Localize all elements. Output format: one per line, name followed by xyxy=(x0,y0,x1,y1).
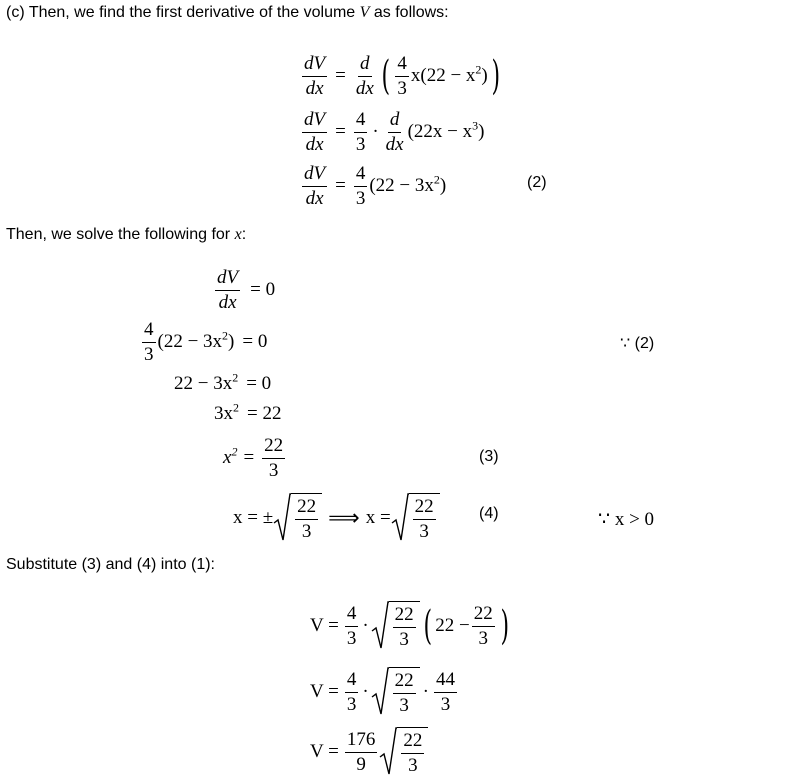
dv-dx-fraction: $\frac{dV}{dx}$ xyxy=(217,266,239,313)
reason-x-positive: ∵ x > 0 xyxy=(598,509,655,530)
left-paren: ( xyxy=(423,603,432,649)
right-paren: ) xyxy=(491,53,500,99)
four-thirds: $\frac{4}{3}$ xyxy=(346,602,357,649)
volume-variable: V xyxy=(359,4,370,21)
radical-sign-icon xyxy=(391,493,409,543)
expression: $(22 - 3x^2)$ xyxy=(157,328,235,352)
substitute-line-3 xyxy=(310,724,428,780)
equals-sign: = xyxy=(335,121,346,142)
lhs-fraction: $\frac{dV}{dx}$ xyxy=(304,52,326,99)
rhs: = 0 xyxy=(242,331,268,352)
part-c-intro xyxy=(6,4,449,22)
radical-sign-icon xyxy=(371,667,389,717)
lhs: V = xyxy=(310,741,339,762)
expression: $22 - 3x^2$ xyxy=(174,370,239,394)
left-paren: ( xyxy=(381,53,390,99)
expression: $x^2$ xyxy=(223,444,238,468)
twentytwo-thirds: $\frac{22}{3}$ xyxy=(473,602,493,649)
radical-sign-icon xyxy=(371,601,389,651)
expression: $(22 - 3x^2)$ xyxy=(369,172,447,196)
intro-suffix: as follows: xyxy=(373,4,449,21)
radical-sign-icon xyxy=(379,727,397,777)
twentytwo-thirds: $\frac{22}{3}$ xyxy=(264,434,284,481)
rhs: = 22 xyxy=(247,403,282,424)
lhs-fraction: $\frac{dV}{dx}$ xyxy=(304,108,326,155)
substitute-intro: Substitute (3) and (4) into (1): xyxy=(6,556,215,573)
derivative-step-2 xyxy=(300,104,484,160)
equation-tag-2: (2) xyxy=(527,174,547,191)
equation-tag-4: (4) xyxy=(479,505,499,522)
intro-text: Then, we find the first derivative of the volume xyxy=(28,4,356,21)
part-label: (c) xyxy=(6,4,25,21)
paren-expression: 22 − xyxy=(435,615,470,636)
rhs: = 0 xyxy=(246,373,272,394)
implies-arrow-icon: ⟹ xyxy=(328,505,360,530)
dot-operator: · xyxy=(372,121,379,142)
rhs: = 0 xyxy=(250,279,276,300)
sqrt-22-over-3: $\frac{22}{3}$ xyxy=(371,667,420,717)
solve-intro: Then, we solve the following for x: xyxy=(6,226,247,243)
solve-line-6 xyxy=(233,488,440,548)
x-variable: x xyxy=(234,226,242,243)
sqrt-22-over-3: $\frac{22}{3}$ xyxy=(371,601,420,651)
reason-because-2: ∵ (2) xyxy=(620,335,655,352)
four-thirds: $\frac{4}{3}$ xyxy=(346,668,357,715)
dot-operator: · xyxy=(362,615,369,636)
final-coefficient: $\frac{176}{9}$ xyxy=(346,728,376,775)
sqrt-22-over-3: $\frac{22}{3}$ xyxy=(273,493,322,543)
fortyfour-thirds: $\frac{44}{3}$ xyxy=(436,668,455,715)
equation-tag-3: (3) xyxy=(479,448,499,465)
mid: x = xyxy=(365,507,391,528)
radical-sign-icon xyxy=(273,493,291,543)
four-thirds: $\frac{4}{3}$ xyxy=(397,52,407,99)
four-thirds: $\frac{4}{3}$ xyxy=(355,162,366,209)
dot-operator-2: · xyxy=(422,681,429,702)
right-paren: ) xyxy=(500,603,509,649)
d-dx-operator: $\frac{d}{dx}$ xyxy=(355,52,374,99)
dot-operator: · xyxy=(362,681,369,702)
lhs: V = xyxy=(310,615,339,636)
expression: $x(22 - x^2)$ xyxy=(410,62,488,86)
equals-sign: = xyxy=(243,447,255,468)
sqrt-22-over-3-positive: $\frac{22}{3}$ xyxy=(391,493,440,543)
substitute-line-1 xyxy=(310,596,512,656)
four-thirds: $\frac{4}{3}$ xyxy=(355,108,366,155)
equals-sign: = xyxy=(335,65,346,86)
substitute-line-2 xyxy=(310,662,459,722)
four-thirds: $\frac{4}{3}$ xyxy=(144,318,154,365)
d-dx-operator: $\frac{d}{dx}$ xyxy=(385,108,404,155)
expression: $(22x - x^3)$ xyxy=(407,118,485,142)
sqrt-22-over-3: $\frac{22}{3}$ xyxy=(379,727,428,777)
derivative-step-1 xyxy=(300,48,503,104)
expression: $3x^2$ xyxy=(214,400,239,424)
solve-line-1 xyxy=(213,262,275,318)
lhs: V = xyxy=(310,681,339,702)
equals-sign: = xyxy=(335,175,346,196)
solve-line-5 xyxy=(223,430,287,486)
lhs: x = ± xyxy=(233,507,274,528)
lhs-fraction: $\frac{dV}{dx}$ xyxy=(304,162,326,209)
derivative-step-3 xyxy=(300,158,446,214)
